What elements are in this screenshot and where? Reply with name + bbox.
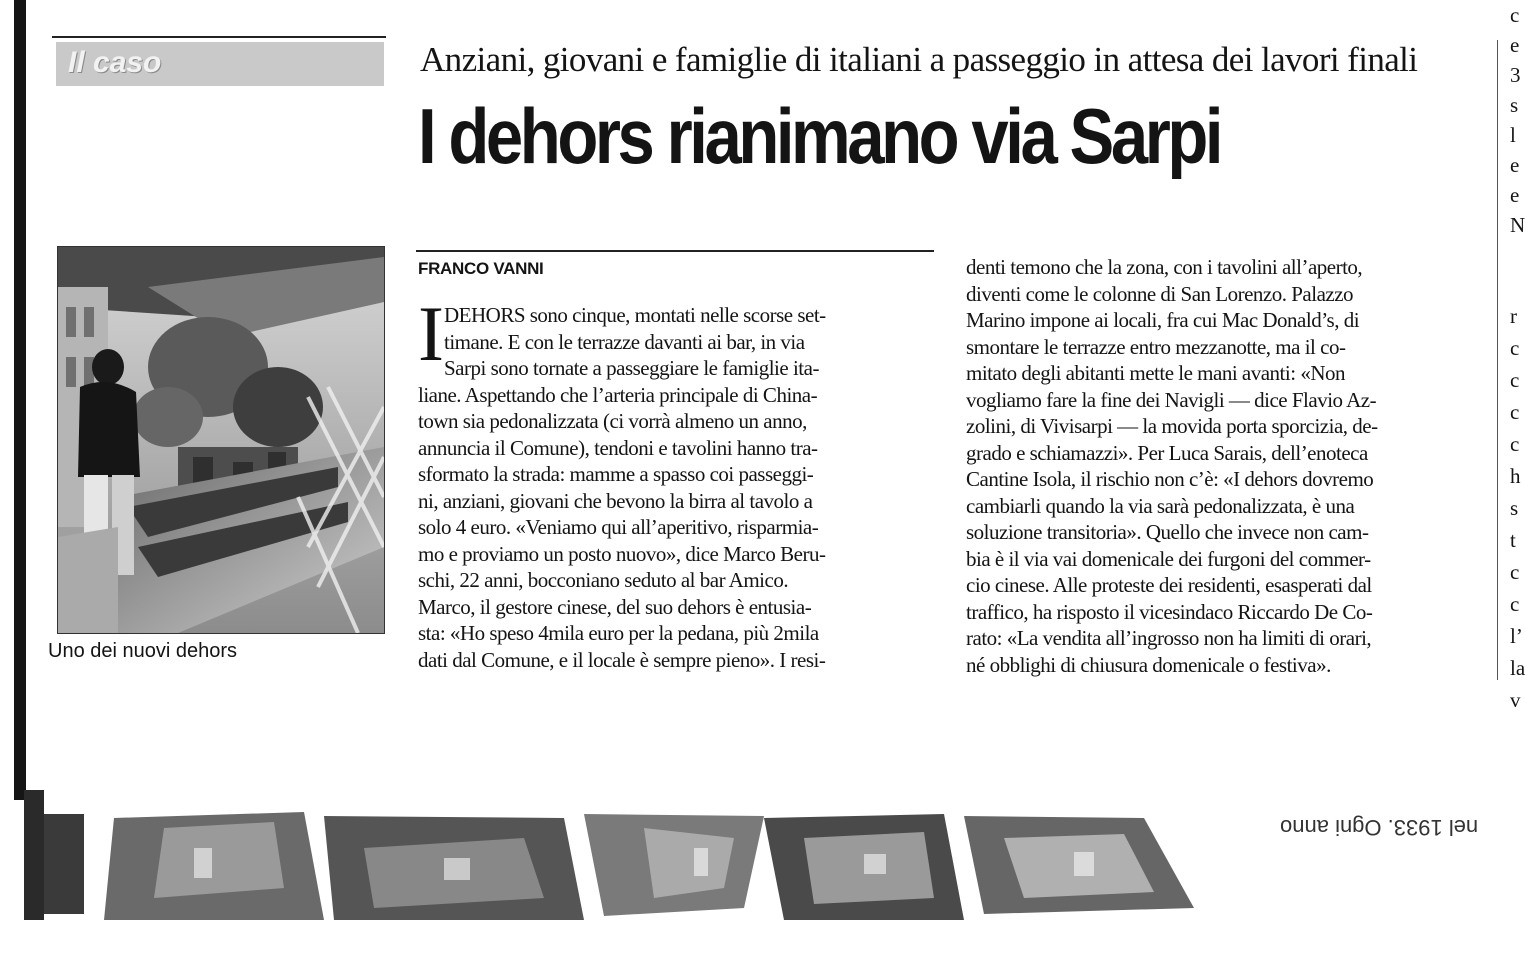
sliver-char: l’ — [1510, 624, 1523, 648]
sliver-char: e — [1510, 33, 1520, 57]
text-line: bia è il via vai domenicale dei furgoni del commer- — [966, 546, 1371, 571]
section-kicker — [56, 42, 384, 86]
sliver-char: e — [1510, 183, 1520, 207]
text-line: ni, anziani, giovani che bevono la birra al tavolo a — [418, 488, 813, 513]
text-line: Marino impone ai locali, fra cui Mac Donald’s, di — [966, 308, 1360, 332]
drop-cap: I — [418, 290, 444, 377]
sliver-char: c — [1510, 592, 1520, 616]
text-line: Marco, il gestore cinese, del suo dehors è entusia- — [418, 594, 812, 619]
text-line: Sarpi sono tornate a passeggiare le famiglie ita- — [444, 356, 819, 380]
sliver-char: s — [1510, 93, 1519, 117]
text-line: town sia pedonalizzata (ci vorrà almeno un anno, — [418, 409, 807, 433]
text-line: denti temono che la zona, con i tavolini all’aperto, — [966, 255, 1363, 279]
text-line: grado e schiamazzi». Per Luca Sarais, dell’enoteca — [966, 440, 1368, 465]
text-line: soluzione transitoria». Quello che invece non cam- — [966, 520, 1369, 544]
text-line: Cantine Isola, il rischio non c’è: «I dehors dovremo — [966, 467, 1374, 491]
text-line: rato: «La vendita all’ingrosso non ha limiti di orari, — [966, 626, 1372, 650]
text-line: smontare le terrazze entro mezzanotte, ma il co- — [966, 334, 1346, 359]
sliver-char: N — [1510, 213, 1525, 237]
mirrored-bleed-text: nel 1933. Ogni anno — [1280, 815, 1479, 840]
sliver-char: e — [1510, 153, 1520, 177]
text-line: vogliamo fare la fine dei Navigli — dice Flavio Az- — [966, 387, 1377, 412]
kicker-top-rule — [52, 36, 386, 38]
scan-left-edge-lower — [24, 790, 44, 920]
column-divider — [1497, 40, 1498, 680]
text-line: cambiarli quando la via sarà pedonalizzata, è una — [966, 493, 1355, 518]
sliver-char: s — [1510, 496, 1519, 520]
sliver-char: la — [1510, 656, 1525, 680]
text-line: solo 4 euro. «Veniamo qui all’aperitivo, risparmia- — [418, 515, 819, 539]
article-column-1 — [418, 290, 938, 673]
text-line: mo e proviamo un posto nuovo», dice Marco Beru- — [418, 541, 826, 566]
kicker-label: Il caso — [68, 46, 162, 79]
sliver-char: h — [1510, 464, 1521, 488]
text-line: sformato la strada: mamme a spasso coi passeggi- — [418, 462, 814, 486]
sliver-char: 3 — [1510, 63, 1521, 87]
text-line: liane. Aspettando che l’arteria principale di China- — [418, 382, 818, 407]
scan-left-edge — [14, 0, 26, 800]
headline-overline: Anziani, giovani e famiglie di italiani a passeggio in attesa dei lavori finali — [420, 40, 1418, 79]
sliver-char: c — [1510, 336, 1520, 360]
sliver-char: t — [1510, 528, 1516, 552]
bleed-through-image — [44, 808, 1204, 920]
sliver-char: c — [1510, 368, 1520, 392]
photo-caption: Uno dei nuovi dehors — [48, 640, 238, 662]
text-line: sta: «Ho speso 4mila euro per la pedana, più 2mila — [418, 621, 819, 645]
text-line: diventi come le colonne di San Lorenzo. Palazzo — [966, 281, 1354, 306]
text-line: timane. E con le terrazze davanti ai bar, in via — [444, 329, 805, 354]
headline: I dehors rianimano via Sarpi — [418, 92, 1221, 180]
adjacent-column-sliver-lower — [1510, 300, 1525, 716]
text-line: annuncia il Comune), tendoni e tavolini hanno tra- — [418, 435, 818, 460]
byline: FRANCO VANNI — [418, 259, 544, 278]
sliver-char: c — [1510, 432, 1520, 456]
sliver-char: c — [1510, 3, 1520, 27]
text-line: schi, 22 anni, bocconiano seduto al bar Amico. — [418, 568, 789, 592]
text-line: DEHORS sono cinque, montati nelle scorse set- — [444, 303, 826, 327]
bleed-through-band — [44, 808, 1204, 920]
text-line: dati dal Comune, e il locale è sempre pieno». I resi- — [418, 647, 826, 672]
photo-street-scene — [58, 247, 384, 633]
sliver-char: r — [1510, 304, 1517, 328]
sliver-char: c — [1510, 560, 1520, 584]
text-line: mitato degli abitanti mette le mani avanti: «Non — [966, 361, 1345, 385]
sliver-char: c — [1510, 400, 1520, 424]
adjacent-column-sliver-top — [1510, 0, 1525, 240]
sliver-char: v — [1510, 688, 1521, 712]
text-line: zolini, di Vivisarpi — la movida porta sporcizia, de- — [966, 414, 1378, 438]
article-column-2 — [966, 254, 1486, 678]
text-line: cio cinese. Alle proteste dei residenti, esasperati dal — [966, 573, 1372, 597]
byline-rule — [416, 250, 934, 252]
text-line: né obblighi di chiusura domenicale o festiva». — [966, 652, 1331, 677]
article-photo — [57, 246, 385, 634]
sliver-char: l — [1510, 123, 1516, 147]
text-line: traffico, ha risposto il vicesindaco Riccardo De Co- — [966, 599, 1373, 624]
